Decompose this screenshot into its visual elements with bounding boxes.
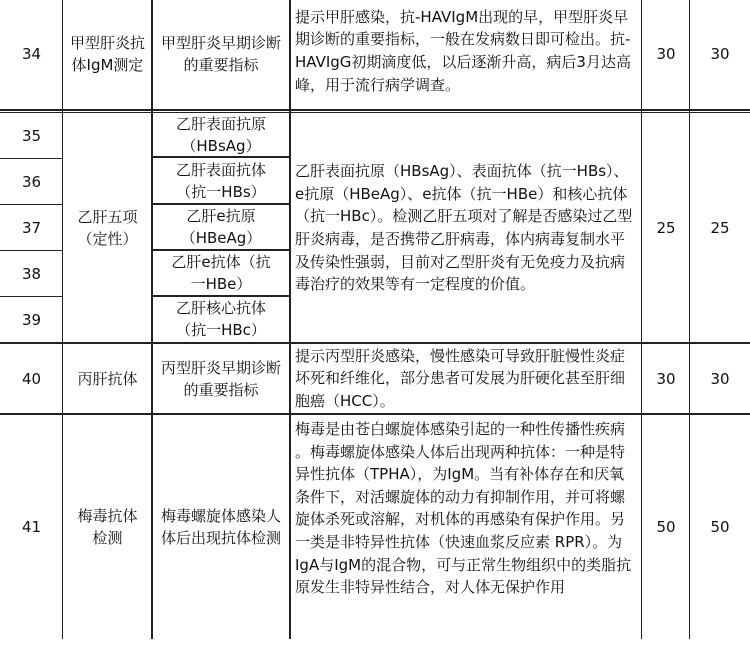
row-number: 38 — [21, 265, 42, 283]
price-alt: 30 — [710, 369, 730, 388]
grid-line — [0, 109, 750, 111]
grid-line — [152, 203, 290, 205]
grid-line — [152, 295, 290, 297]
row-number: 41 — [21, 517, 42, 536]
item-description: 提示丙型肝炎感染，慢性感染可导致肝脏慢性炎症坏死和纤维化，部分患者可发展为肝硬化甚至肝细胞癌（HCC）。 — [295, 346, 626, 410]
price: 30 — [656, 45, 676, 63]
grid-line — [0, 342, 750, 344]
grid-line — [641, 0, 642, 639]
item-significance: 丙型肝炎早期诊断的重要指标 — [160, 358, 281, 399]
item-description: 乙肝表面抗原（HBsAg）、表面抗体（抗一HBs）、e抗原（HBeAg）、e抗体（抗一HBe）和核心抗体（抗一HBc）。检测乙肝五项对了解是否感染过乙型肝炎病毒，是否携带乙肝病毒，体内病毒复制水平及传染性强弱，目前对乙型肝炎有无免疫力及抗病毒治疗的效果等有一定程度的价值。 — [295, 162, 633, 294]
row-number: 34 — [21, 45, 42, 63]
price: 50 — [656, 517, 676, 536]
price: 30 — [656, 369, 676, 388]
item-name: 甲型肝炎抗体IgM测定 — [69, 34, 145, 74]
item-description: 梅毒是由苍白螺旋体感染引起的一种性传播性疾病 。梅毒螺旋体感染人体后出现两种抗体：一种是特异性抗体（TPHA），为IgM。当有补体存在和厌氧条件下，对活螺旋体的动力有抑制作用，并可将螺旋体杀死或溶解，对机体的再感染有保护作用。另一类是非特异性抗体（快速血浆反应素 RPR）。为IgA与IgM的混合物，可与正常生物组织中的类脂抗原发生非特异性结合，对人体无保护作用 — [295, 420, 632, 597]
sub-item: 乙肝e抗体（抗一HBe） — [171, 253, 271, 293]
grid-line — [62, 0, 63, 639]
price-alt: 30 — [710, 45, 730, 63]
grid-line — [152, 156, 290, 158]
grid-line — [0, 204, 63, 205]
grid-line — [0, 296, 63, 297]
item-description: 提示甲肝感染，抗-HAVIgM出现的早，甲型肝炎早期诊断的重要指标，一般在发病数日即可检出。抗-HAVIgG初期滴度低，以后逐渐升高，病后3月达高峰，用于流行病学调查。 — [295, 7, 631, 94]
item-significance: 梅毒螺旋体感染人体后出现抗体检测 — [160, 506, 281, 547]
sub-item: 乙肝e抗原（HBeAg） — [180, 207, 262, 247]
item-name: 丙肝抗体 — [77, 369, 138, 388]
grid-line — [151, 0, 153, 639]
row-number: 40 — [21, 369, 42, 388]
item-name: 梅毒抗体检测 — [77, 506, 138, 547]
row-number: 39 — [21, 311, 42, 329]
row-number: 35 — [21, 127, 42, 145]
item-significance: 甲型肝炎早期诊断的重要指标 — [160, 34, 281, 74]
grid-line — [0, 158, 63, 159]
item-name: 乙肝五项（定性） — [77, 208, 138, 248]
sub-item: 乙肝表面抗体（抗一HBs） — [175, 161, 266, 201]
sub-item: 乙肝核心抗体（抗一HBc） — [175, 299, 266, 339]
row-number: 37 — [21, 219, 42, 237]
row-number: 36 — [21, 173, 42, 191]
grid-line — [289, 0, 291, 639]
grid-line — [152, 249, 290, 251]
grid-line — [689, 0, 690, 639]
grid-line — [0, 250, 63, 251]
grid-line — [0, 413, 750, 415]
price-alt: 25 — [710, 219, 730, 237]
price: 25 — [656, 219, 676, 237]
sub-item: 乙肝表面抗原（HBsAg） — [175, 115, 266, 155]
grid-line — [0, 112, 750, 113]
price-alt: 50 — [710, 517, 730, 536]
